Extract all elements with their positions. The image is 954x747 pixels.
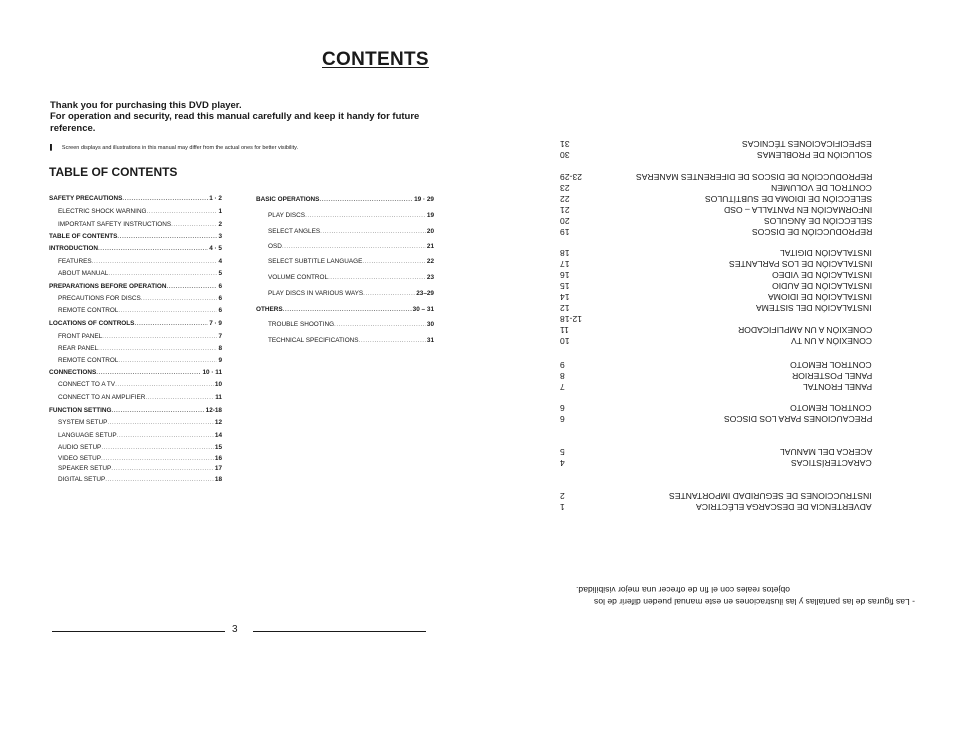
toc-entry-page: 7 · 9 [209,320,222,327]
toc-dot-leader [98,345,217,352]
toc-dot-leader [141,295,218,302]
toc-heading: TABLE OF CONTENTS [49,165,178,179]
toc-entry-label: REMOTE CONTROL [58,307,119,314]
spanish-toc-label: CARACTERÍSTICAS [791,458,872,468]
toc-dot-leader [171,221,217,228]
toc-entry-label: LOCATIONS OF CONTROLS [49,320,135,327]
toc-dot-leader [283,306,412,313]
toc-entry-page: 23–29 [416,290,434,297]
toc-dot-leader [319,196,413,203]
spanish-toc-page: 17 [560,259,570,269]
toc-entry [49,283,222,290]
toc-entry-label: SELECT SUBTITLE LANGUAGE [268,258,363,265]
toc-entry-page: 9 [218,357,222,364]
toc-dot-leader [134,320,208,327]
spanish-toc-label: PRECAUCIONES PARA LOS DISCOS [723,414,872,424]
page-number: 3 [232,624,238,635]
toc-entry-page: 22 [426,258,434,265]
toc-entry-page: 6 [218,283,222,290]
toc-entry-label: CONNECT TO A TV [58,381,116,388]
toc-entry [58,221,222,228]
toc-entry [256,306,434,313]
toc-dot-leader [107,419,214,426]
toc-entry [49,407,222,414]
spanish-toc-label: INSTALACIÓN DIGITAL [780,248,872,258]
toc-dot-leader [117,233,217,240]
toc-dot-leader [305,212,426,219]
toc-entry-page: 2 [218,221,222,228]
toc-entry [58,295,222,302]
spanish-toc-label: INSTALACIÓN DE IDIOMA [768,292,872,302]
toc-entry-page: 12 [214,419,222,426]
toc-entry [268,321,434,328]
toc-entry [58,455,222,462]
spanish-toc-page: 30 [560,150,570,160]
toc-entry [268,243,434,250]
footer-rule-left [52,631,225,632]
spanish-toc-label: ACERCA DEL MANUAL [779,447,872,457]
toc-entry [49,233,222,240]
toc-entry [58,476,222,483]
toc-entry-label: SPEAKER SETUP [58,465,112,472]
toc-entry-label: REMOTE CONTROL [58,357,119,364]
toc-entry-label: PLAY DISCS IN VARIOUS WAYS [268,290,364,297]
toc-entry-page: 12-18 [205,407,222,414]
toc-entry-label: SYSTEM SETUP [58,419,108,426]
toc-entry [268,337,434,344]
spanish-toc-page: 7 [560,382,565,392]
toc-entry [58,345,222,352]
spanish-toc-page: 2 [560,491,565,501]
toc-entry-page: 20 [426,228,434,235]
toc-entry-label: SAFETY PRECAUTIONS [49,195,123,202]
spanish-toc-page: 16 [560,270,570,280]
spanish-toc-label: INSTRUCCIONES DE SEGURIDAD IMPORTANTES [669,491,872,501]
toc-entry [58,394,222,401]
toc-dot-leader [98,245,208,252]
toc-entry-label: CONNECT TO AN AMPLIFIER [58,394,146,401]
toc-entry-page: 16 [214,455,222,462]
toc-dot-leader [118,357,217,364]
toc-entry [58,465,222,472]
toc-entry-label: VOLUME CONTROL [268,274,329,281]
spanish-toc-page: 1 [560,502,565,512]
toc-entry [268,212,434,219]
toc-entry-label: VIDEO SETUP [58,455,101,462]
spanish-toc-label: CONTROL REMOTO [790,403,872,413]
spanish-toc-label: CONTROL REMOTO [790,360,872,370]
spanish-toc-label: REPRODUCCIÓN DE DISCOS [751,227,872,237]
toc-dot-leader [111,407,204,414]
toc-entry [268,228,434,235]
toc-entry [58,419,222,426]
toc-entry-page: 6 [218,295,222,302]
toc-entry [268,290,434,297]
toc-entry-label: OSD [268,243,282,250]
toc-entry [268,258,434,265]
toc-dot-leader [102,333,217,340]
spanish-toc-page: 14 [560,292,570,302]
spanish-toc-label: ADVERTENCIA DE DESCARGA ELÉCTRICA [696,502,872,512]
toc-entry-page: 23 [426,274,434,281]
spanish-toc-page: 12-18 [560,314,582,324]
toc-entry-page: 1 · 2 [209,195,222,202]
toc-entry-label: AUDIO SETUP [58,444,102,451]
page-title: CONTENTS [322,49,429,70]
footer-rule-right [253,631,426,632]
toc-dot-leader [115,381,214,388]
spanish-toc-page: 6 [560,414,565,424]
spanish-toc-label: INSTALACIÓN DE LOS PARLANTES [728,259,872,269]
note-text: Screen displays and illustrations in this manual may differ from the actual ones for better visibility. [61,145,299,151]
toc-entry-label: LANGUAGE SETUP [58,432,117,439]
toc-entry [49,320,222,327]
toc-entry-page: 15 [214,444,222,451]
spanish-toc-label: ESPECIFICACIONES TÉCNICAS [742,139,872,149]
toc-entry-page: 17 [214,465,222,472]
toc-entry-page: 18 [214,476,222,483]
toc-entry-page: 5 [218,270,222,277]
toc-entry [49,369,222,376]
toc-entry [58,258,222,265]
toc-entry-page: 4 · 5 [209,245,222,252]
toc-entry-page: 11 [215,394,222,401]
toc-entry-label: PREPARATIONS BEFORE OPERATION [49,283,167,290]
spanish-toc-page: 19 [560,227,570,237]
toc-entry-page: 30 – 31 [412,306,434,313]
spanish-toc-page: 6 [560,403,565,413]
spanish-note-line: objetos reales con el fin de ofrecer una mejor visibilidad. [575,585,790,595]
toc-entry-page: 19 [426,212,434,219]
toc-entry-label: PLAY DISCS [268,212,306,219]
toc-entry-label: FEATURES [58,258,92,265]
toc-entry [256,196,434,203]
intro-line-2: For operation and security, read this manual carefully and keep it handy for future [50,111,420,122]
spanish-toc-page: 21 [560,205,570,215]
toc-entry-page: 7 [218,333,222,340]
spanish-toc-label: CONEXIÓN A UN TV [790,336,872,346]
toc-entry [58,432,222,439]
toc-entry [49,245,222,252]
spanish-note-line: - Las figuras de las pantallas y las ilustraciones en este manual pueden diferir de los [593,597,915,607]
toc-dot-leader [334,321,426,328]
visibility-note [50,145,298,151]
toc-dot-leader [147,208,218,215]
spanish-toc-page: 22 [560,194,570,204]
spanish-toc-label: INSTALACIÓN DE AUDIO [771,281,872,291]
intro-line-3: reference. [50,123,96,134]
spanish-toc-page: 23 [560,183,570,193]
spanish-toc-page: 5 [560,447,565,457]
spanish-toc-label: INSTALACIÓN DEL SISTEMA [756,303,872,313]
toc-entry-page: 6 [218,307,222,314]
toc-entry-label: CONNECTIONS [49,369,97,376]
toc-entry-page: 30 [426,321,434,328]
toc-dot-leader [105,476,214,483]
toc-entry-label: TECHNICAL SPECIFICATIONS [268,337,359,344]
toc-entry-label: BASIC OPERATIONS [256,196,320,203]
note-bullet-icon: ▌ [50,145,54,151]
spanish-toc-label: PANEL POSTERIOR [791,371,872,381]
spanish-toc-page: 8 [560,371,565,381]
toc-dot-leader [111,465,214,472]
toc-dot-leader [362,258,426,265]
spanish-toc-label: SELECCIÓN DE ÁNGULOS [763,216,872,226]
toc-entry [58,444,222,451]
toc-entry-label: IMPORTANT SAFETY INSTRUCTIONS [58,221,172,228]
toc-entry-label: PRECAUTIONS FOR DISCS [58,295,141,302]
toc-entry-page: 21 [426,243,434,250]
spanish-toc-page: 31 [560,139,570,149]
spanish-toc-page: 4 [560,458,565,468]
toc-dot-leader [359,337,426,344]
spanish-toc-page: 18 [560,248,570,258]
toc-dot-leader [96,369,201,376]
spanish-toc-page: 11 [560,325,569,335]
spanish-toc-page: 15 [560,281,570,291]
toc-entry [58,208,222,215]
toc-entry [58,333,222,340]
toc-entry-label: ELECTRIC SHOCK WARNING [58,208,147,215]
toc-entry-label: TROUBLE SHOOTING [268,321,335,328]
toc-dot-leader [118,307,217,314]
spanish-toc-page: 9 [560,360,565,370]
toc-entry [268,274,434,281]
toc-entry-page: 4 [218,258,222,265]
toc-entry-page: 8 [218,345,222,352]
toc-entry-label: FUNCTION SETTING [49,407,112,414]
toc-entry-page: 3 [218,233,222,240]
toc-entry [58,307,222,314]
toc-dot-leader [108,270,217,277]
spanish-toc-page: 20 [560,216,570,226]
toc-dot-leader [92,258,218,265]
intro-line-1: Thank you for purchasing this DVD player. [50,100,242,111]
toc-dot-leader [101,444,214,451]
toc-entry [58,270,222,277]
toc-entry [58,357,222,364]
toc-entry-page: 31 [426,337,434,344]
toc-entry-page: 10 · 11 [202,369,222,376]
toc-entry-label: INTRODUCTION [49,245,98,252]
toc-dot-leader [328,274,426,281]
toc-entry-label: OTHERS [256,306,283,313]
spanish-toc-label: REPRODUCCIÓN DE DISCOS DE DIFERENTES MANERAS [635,172,872,182]
spanish-toc-label: SOLUCIÓN DE PROBLEMAS [756,150,872,160]
spanish-toc-label: PANEL FRONTAL [802,382,872,392]
toc-entry-page: 1 [218,208,222,215]
spanish-toc-page: 12 [560,303,570,313]
toc-entry-label: DIGITAL SETUP [58,476,106,483]
spanish-toc-label: SELECCIÓN DE IDIOMA DE SUBTÍTULOS [704,194,872,204]
toc-dot-leader [320,228,426,235]
spanish-toc-page: 10 [560,336,570,346]
toc-entry-label: TABLE OF CONTENTS [49,233,118,240]
spanish-toc-label: INSTALACIÓN DE VIDEO [771,270,872,280]
toc-dot-leader [282,243,426,250]
spanish-toc-page: 23-29 [560,172,582,182]
spanish-toc-label: INFORMACIÓN EN PANTALLA – OSD [723,205,872,215]
spanish-toc-label: CONTROL DE VOLUMEN [771,183,872,193]
toc-entry-page: 14 [214,432,222,439]
toc-dot-leader [145,394,214,401]
toc-entry-page: 19 · 29 [414,196,434,203]
toc-dot-leader [363,290,415,297]
toc-entry [58,381,222,388]
toc-entry [49,195,222,202]
toc-entry-label: ABOUT MANUAL [58,270,109,277]
toc-dot-leader [101,455,214,462]
toc-dot-leader [167,283,218,290]
toc-dot-leader [117,432,214,439]
toc-entry-label: REAR PANEL [58,345,99,352]
toc-dot-leader [122,195,208,202]
spanish-toc-label: CONEXIÓN A UN AMPLIFICADOR [737,325,872,335]
toc-entry-label: FRONT PANEL [58,333,103,340]
toc-entry-page: 10 [214,381,222,388]
toc-entry-label: SELECT ANGLES [268,228,321,235]
